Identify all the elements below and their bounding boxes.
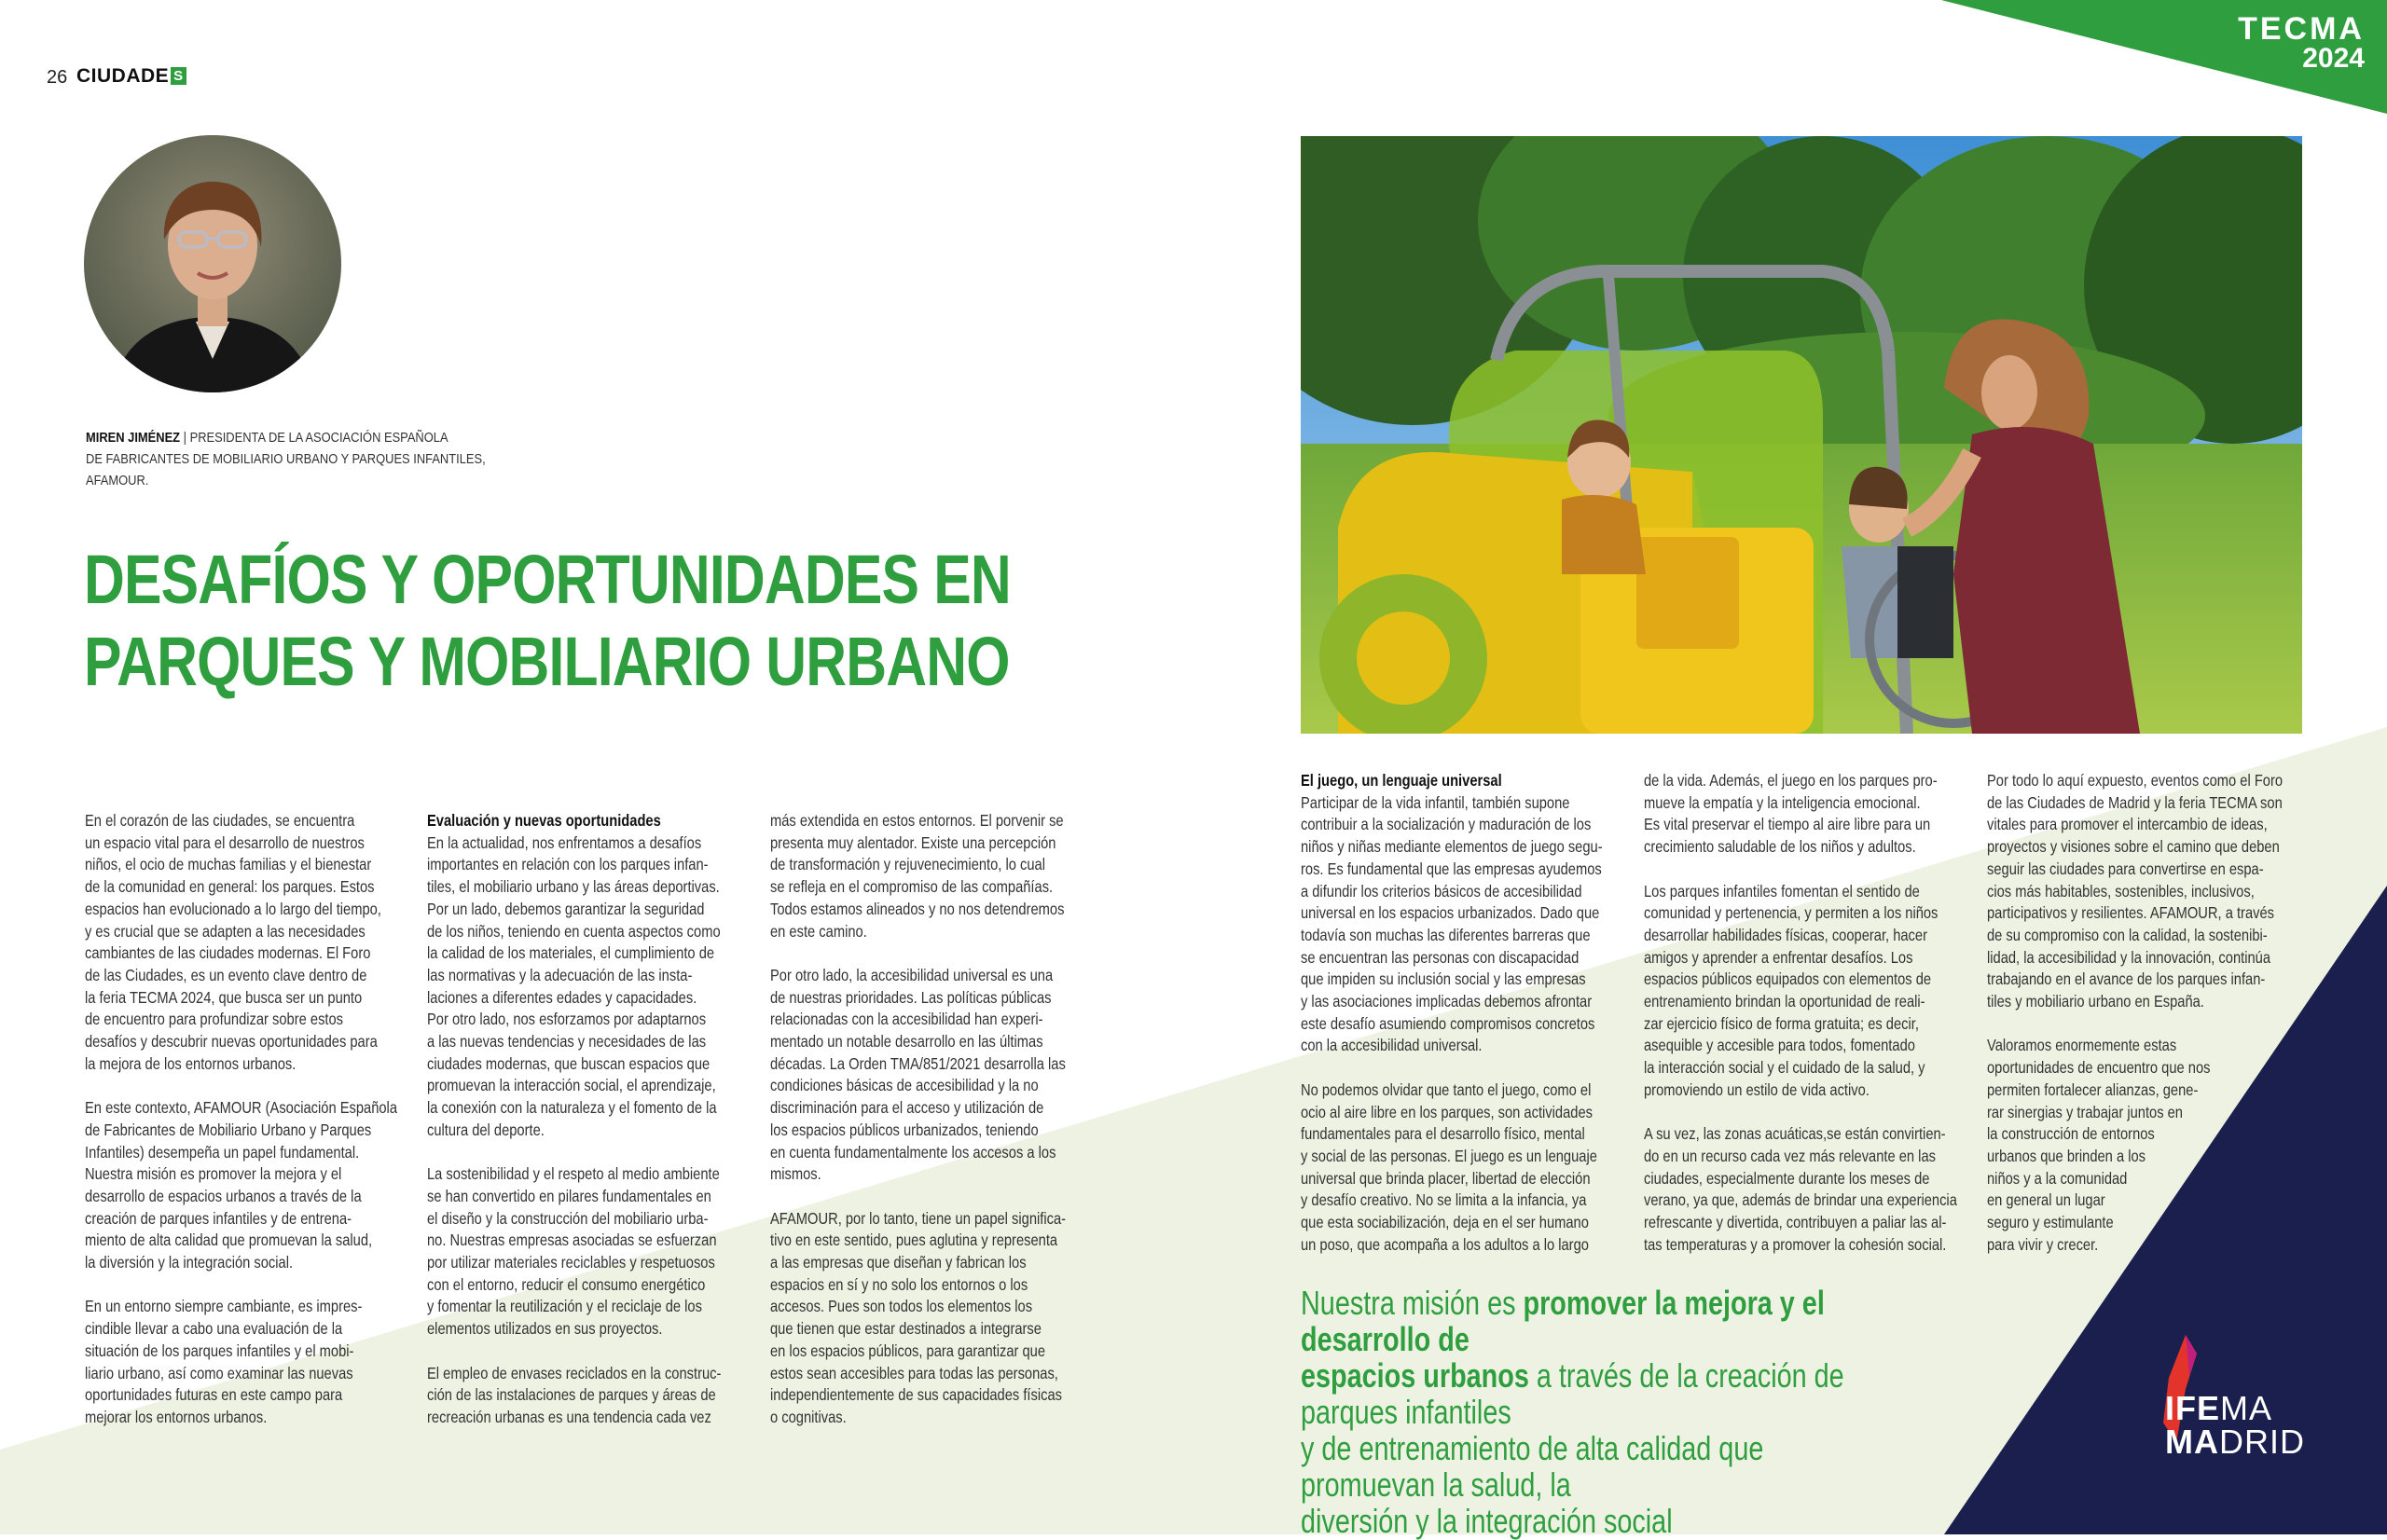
column4-heading: El juego, un lenguaje universal (1301, 771, 1502, 790)
tecma-logo (2238, 13, 2365, 73)
headline-line-2: PARQUES Y MOBILIARIO URBANO (84, 623, 1010, 700)
text-line: más extendida en estos entornos. El porvenir se (770, 811, 1064, 830)
text-line: condiciones básicas de accesibilidad y la no (770, 1076, 1039, 1095)
column3-paragraph-3 (770, 1208, 1099, 1429)
playground-photo (1301, 136, 2302, 734)
article-column-1 (85, 810, 414, 1429)
column3-paragraph-2 (770, 965, 1099, 1186)
text-line: Es vital preservar el tiempo al aire libre para un (1644, 815, 1931, 834)
section-badge: S (171, 67, 186, 85)
ifema-logo-text (2165, 1389, 2305, 1461)
text-line: de encuentro para profundizar sobre estos (85, 1010, 344, 1029)
text-line: y las asociaciones implicadas debemos afrontar (1301, 992, 1593, 1011)
text-line: seguir las ciudades para convertirse en espa- (1987, 859, 2264, 878)
text-line: mismos. (770, 1164, 821, 1184)
byline-line-1 (86, 427, 503, 448)
article-column-2 (427, 810, 756, 1429)
text-line: el diseño y la construcción del mobiliario urba- (427, 1208, 709, 1228)
column6-paragraph-2 (1987, 1035, 2316, 1256)
text-line: de las Ciudades de Madrid y la feria TECMA son (1987, 792, 2283, 812)
text-line: crecimiento saludable de los niños y adultos. (1644, 837, 1916, 857)
text-line: La sostenibilidad y el respeto al medio ambiente (427, 1164, 720, 1184)
text-line: En el corazón de las ciudades, se encuentra (85, 811, 355, 830)
author-byline (86, 427, 503, 491)
text-line: la calidad de los materiales, el cumplimiento de (427, 943, 715, 963)
text-line: para vivir y crecer. (1987, 1234, 2099, 1254)
article-column-3 (770, 810, 1099, 1429)
text-line: no. Nuestras empresas asociadas se esfuerzan (427, 1231, 717, 1250)
text-line: mejorar los entornos urbanos. (85, 1407, 268, 1426)
text-line: se encuentran las personas con discapacidad (1301, 947, 1580, 967)
text-line: Todos estamos alineados y no nos detendremos (770, 899, 1065, 918)
text-line: ros. Es fundamental que las empresas ayudemos (1301, 859, 1602, 878)
text-line: este desafío asumiendo compromisos concretos (1301, 1013, 1595, 1033)
column3-paragraph-1 (770, 810, 1099, 942)
author-portrait (84, 135, 341, 392)
text-line: Valoramos enormemente estas (1987, 1036, 2177, 1055)
quote-bold-1: promover la mejora y el desarrollo de (1301, 1284, 1825, 1358)
text-line: cambiantes de las ciudades modernas. El Foro (85, 943, 371, 963)
author-role-line-2: DE FABRICANTES DE MOBILIARIO URBANO Y PARQUES INFANTILES, AFAMOUR. (86, 451, 486, 488)
text-line: décadas. La Orden TMA/851/2021 desarrolla las (770, 1053, 1066, 1073)
quote-part-2: a través de la creación de parques infantiles (1301, 1356, 1844, 1431)
text-line: y fomentar la reutilización y el reciclaje de los (427, 1297, 702, 1316)
text-line: En este contexto, AFAMOUR (Asociación Española (85, 1098, 398, 1118)
text-line: niños, el ocio de muchas familias y el bienestar (85, 855, 372, 874)
article-column-6 (1987, 770, 2316, 1256)
text-line: mueve la empatía y la inteligencia emocional. (1644, 792, 1921, 812)
text-line: elementos utilizados en sus proyectos. (427, 1319, 663, 1339)
text-line: urbanos que brinden a los (1987, 1146, 2146, 1165)
text-line: verano, ya que, además de brindar una experiencia (1644, 1190, 1957, 1210)
text-line: AFAMOUR, por lo tanto, tiene un papel significa- (770, 1208, 1067, 1228)
text-line: asequible y accesible para todos, fomentado (1644, 1036, 1915, 1055)
section-label-text: CIUDADE (76, 65, 170, 87)
text-line: en los espacios públicos, para garantizar que (770, 1341, 1046, 1360)
text-line: y desafío creativo. No se limita a la infancia, ya (1301, 1190, 1587, 1210)
text-line: tivo en este sentido, pues aglutina y representa (770, 1231, 1058, 1250)
text-line: que tienen que estar destinados a integrarse (770, 1319, 1042, 1339)
text-line: promuevan la interacción social, el aprendizaje, (427, 1076, 716, 1095)
text-line: Infantiles) desempeña un papel fundamental. (85, 1142, 360, 1162)
text-line: todavía son muchas las diferentes barreras que (1301, 925, 1591, 944)
text-line: la feria TECMA 2024, que busca ser un punto (85, 987, 363, 1007)
text-line: que esta sociabilización, deja en el ser humano (1301, 1213, 1589, 1232)
text-line: desarrollar habilidades físicas, cooperar, hacer (1644, 925, 1927, 944)
text-line: Nuestra misión es promover la mejora y el (85, 1164, 342, 1184)
section-label (76, 65, 186, 88)
article-headline (84, 539, 1011, 703)
text-line: No podemos olvidar que tanto el juego, como el (1301, 1079, 1592, 1099)
article-column-4 (1301, 770, 1630, 1256)
text-line: Por otro lado, la accesibilidad universal es una (770, 965, 1054, 984)
text-line: la mejora de los entornos urbanos. (85, 1053, 297, 1073)
column5-paragraph-2 (1644, 881, 1973, 1102)
text-line: seguro y estimulante (1987, 1213, 2114, 1232)
author-name: MIREN JIMÉNEZ (86, 430, 181, 446)
column1-paragraph-2 (85, 1097, 414, 1274)
text-line: en cuenta fundamentalmente los accesos a los (770, 1142, 1056, 1162)
text-line: niños y a la comunidad (1987, 1168, 2128, 1188)
text-line: los espacios públicos urbanizados, teniendo (770, 1120, 1039, 1139)
text-line: espacios en sí y no solo los entornos o los (770, 1274, 1028, 1294)
text-line: comunidad y pertenencia, y permiten a los niños (1644, 903, 1939, 923)
text-line: universal que brinda placer, libertad de elección (1301, 1168, 1591, 1188)
quote-line-3: y de entrenamiento de alta calidad que promuevan la salud, la (1301, 1429, 1764, 1504)
tecma-brand-year: 2024 (2302, 43, 2365, 74)
text-line: las normativas y la adecuación de las insta- (427, 965, 693, 984)
text-line: se refleja en el compromiso de las compañías. (770, 877, 1054, 897)
text-line: mentado un notable desarrollo en las últimas (770, 1032, 1043, 1052)
text-line: Por todo lo aquí expuesto, eventos como el Foro (1987, 771, 2284, 790)
text-line: en general un lugar (1987, 1190, 2105, 1210)
text-line: la construcción de entornos (1987, 1124, 2155, 1144)
text-line: ciudades modernas, que buscan espacios que (427, 1053, 711, 1073)
text-line: y social de las personas. El juego es un lenguaje (1301, 1146, 1597, 1165)
text-line: fundamentales para el desarrollo físico, mental (1301, 1124, 1585, 1144)
text-line: permiten fortalecer alianzas, gene- (1987, 1079, 2199, 1099)
text-line: a difundir los criterios básicos de accesibilidad (1301, 881, 1582, 901)
text-line: participativos y resilientes. AFAMOUR, a través (1987, 903, 2274, 923)
text-line: tiles, el mobiliario urbano y las áreas deportivas. (427, 877, 720, 897)
text-line: Participar de la vida infantil, también supone (1301, 792, 1570, 812)
text-line: se han convertido en pilares fundamentales en (427, 1186, 711, 1205)
text-line: cios más habitables, sostenibles, inclusivos, (1987, 881, 2255, 901)
text-line: miento de alta calidad que promuevan la salud, (85, 1231, 373, 1250)
text-line: un poso, que acompaña a los adultos a lo largo (1301, 1234, 1589, 1254)
byline-separator: | (183, 430, 187, 446)
quote-line-4: diversión y la integración social (1301, 1502, 1673, 1540)
text-line: promoviendo un estilo de vida activo. (1644, 1079, 1870, 1099)
ifema-top-bold: IFE (2165, 1389, 2221, 1427)
text-line: oportunidades futuras en este campo para (85, 1385, 343, 1405)
text-line: por utilizar materiales reciclables y respetuosos (427, 1253, 715, 1272)
text-line: proyectos y visiones sobre el camino que deben (1987, 837, 2280, 857)
text-line: espacios públicos equipados con elementos de (1644, 969, 1932, 989)
column1-paragraph-1 (85, 810, 414, 1075)
text-line: espacios han evolucionado a lo largo del tiempo, (85, 899, 381, 918)
text-line: laciones a diferentes edades y capacidades. (427, 987, 697, 1007)
column1-paragraph-3 (85, 1296, 414, 1428)
text-line: la diversión y la integración social. (85, 1253, 294, 1272)
text-line: o cognitivas. (770, 1407, 847, 1426)
text-line: amigos y aprender a enfrentar desafíos. Los (1644, 947, 1913, 967)
quote-part-1: Nuestra misión es (1301, 1284, 1524, 1322)
text-line: un espacio vital para el desarrollo de nuestros (85, 832, 365, 852)
text-line: liario urbano, así como examinar las nuevas (85, 1363, 353, 1382)
text-line: recreación urbanas es una tendencia cada vez (427, 1407, 711, 1426)
text-line: que impiden su inclusión social y las empresas (1301, 969, 1586, 989)
text-line: do en un recurso cada vez más relevante en las (1644, 1146, 1936, 1165)
text-line: En la actualidad, nos enfrentamos a desafíos (427, 832, 702, 852)
text-line: de Fabricantes de Mobiliario Urbano y Parques (85, 1120, 372, 1139)
pull-quote (1301, 1285, 1868, 1539)
text-line: A su vez, las zonas acuáticas,se están convirtien- (1644, 1124, 1946, 1144)
column2-paragraph-1 (427, 832, 756, 1142)
text-line: Los parques infantiles fomentan el sentido de (1644, 881, 1920, 901)
text-line: En un entorno siempre cambiante, es impres- (85, 1297, 363, 1316)
text-line: refrescante y divertida, contribuyen a paliar las al- (1644, 1213, 1947, 1232)
page-number: 26 (47, 67, 68, 88)
text-line: cindible llevar a cabo una evaluación de la (85, 1319, 343, 1339)
column4-paragraph-1 (1301, 792, 1630, 1057)
text-line: presenta muy alentador. Existe una percepción (770, 832, 1056, 852)
text-line: oportunidades de encuentro que nos (1987, 1058, 2211, 1078)
article-column-5 (1644, 770, 1973, 1256)
text-line: Por otro lado, nos esforzamos por adaptarnos (427, 1010, 707, 1029)
ifema-top-light: MA (2220, 1389, 2273, 1427)
text-line: entrenamiento brindan la oportunidad de reali- (1644, 992, 1925, 1011)
column2-heading: Evaluación y nuevas oportunidades (427, 811, 661, 830)
column5-paragraph-1 (1644, 770, 1973, 859)
text-line: universal en los espacios urbanizados. Dado que (1301, 903, 1600, 923)
text-line: con la accesibilidad universal. (1301, 1036, 1483, 1055)
text-line: ocio al aire libre en los parques, son actividades (1301, 1102, 1593, 1121)
text-line: trabajando en el avance de los parques infan- (1987, 969, 2266, 989)
text-line: de la comunidad en general: los parques. Estos (85, 877, 375, 897)
tecma-brand-name: TECMA (2238, 11, 2365, 47)
text-line: la interacción social y el cuidado de la salud, y (1644, 1058, 1925, 1078)
text-line: El empleo de envases reciclados en la construc- (427, 1363, 722, 1382)
text-line: vitales para promover el intercambio de ideas, (1987, 815, 2268, 834)
text-line: y es crucial que se adapten a las necesidades (85, 921, 366, 941)
text-line: de transformación y rejuvenecimiento, lo cual (770, 855, 1045, 874)
text-line: con el entorno, reducir el consumo energético (427, 1274, 706, 1294)
text-line: ción de las instalaciones de parques y áreas de (427, 1385, 716, 1405)
text-line: Por un lado, debemos garantizar la seguridad (427, 899, 705, 918)
text-line: desafíos y descubrir nuevas oportunidades para (85, 1032, 378, 1052)
text-line: la conexión con la naturaleza y el fomento de la (427, 1098, 717, 1118)
column6-paragraph-1 (1987, 770, 2316, 1013)
text-line: a las empresas que diseñan y fabrican los (770, 1253, 1027, 1272)
text-line: de su compromiso con la calidad, la sostenibi- (1987, 925, 2268, 944)
text-line: rar sinergias y trabajar juntos en (1987, 1102, 2183, 1121)
text-line: de nuestras prioridades. Las políticas públicas (770, 987, 1052, 1007)
text-line: niños y niñas mediante elementos de juego segu- (1301, 837, 1603, 857)
ifema-bottom-light: DRID (2219, 1423, 2305, 1461)
text-line: a las nuevas tendencias y necesidades de las (427, 1032, 707, 1052)
text-line: de los niños, teniendo en cuenta aspectos como (427, 921, 721, 941)
headline-line-1: DESAFÍOS Y OPORTUNIDADES EN (84, 541, 1011, 618)
text-line: de la vida. Además, el juego en los parques pro- (1644, 771, 1938, 790)
text-line: contribuir a la socialización y maduración de los (1301, 815, 1592, 834)
author-role-line-1: PRESIDENTA DE LA ASOCIACIÓN ESPAÑOLA (189, 430, 448, 446)
text-line: importantes en relación con los parques infan- (427, 855, 709, 874)
text-line: zar ejercicio físico de forma gratuita; es decir, (1644, 1013, 1919, 1033)
column2-paragraph-2 (427, 1163, 756, 1341)
text-line: en este camino. (770, 921, 867, 941)
column4-paragraph-2 (1301, 1079, 1630, 1257)
ifema-bottom-bold: MA (2165, 1423, 2219, 1461)
text-line: cultura del deporte. (427, 1120, 545, 1139)
column5-paragraph-3 (1644, 1123, 1973, 1256)
text-line: relacionadas con la accesibilidad han experi- (770, 1010, 1043, 1029)
text-line: tiles y mobiliario urbano en España. (1987, 992, 2204, 1011)
text-line: independientemente de sus capacidades físicas (770, 1385, 1063, 1405)
column2-paragraph-3 (427, 1363, 756, 1429)
text-line: accesos. Pues son todos los elementos los (770, 1297, 1033, 1316)
text-line: estos sean accesibles para todas las personas, (770, 1363, 1058, 1382)
text-line: tas temperaturas y a promover la cohesión social. (1644, 1234, 1947, 1254)
text-line: ciudades, especialmente durante los meses de (1644, 1168, 1930, 1188)
quote-bold-2: espacios urbanos (1301, 1356, 1529, 1395)
text-line: desarrollo de espacios urbanos a través de la (85, 1186, 362, 1205)
text-line: de las Ciudades, es un evento clave dentro de (85, 965, 367, 984)
text-line: discriminación para el acceso y utilización de (770, 1098, 1044, 1118)
text-line: situación de los parques infantiles y el mobi- (85, 1341, 354, 1360)
text-line: lidad, la accesibilidad y la innovación, continúa (1987, 947, 2271, 967)
text-line: creación de parques infantiles y de entrena- (85, 1208, 352, 1228)
